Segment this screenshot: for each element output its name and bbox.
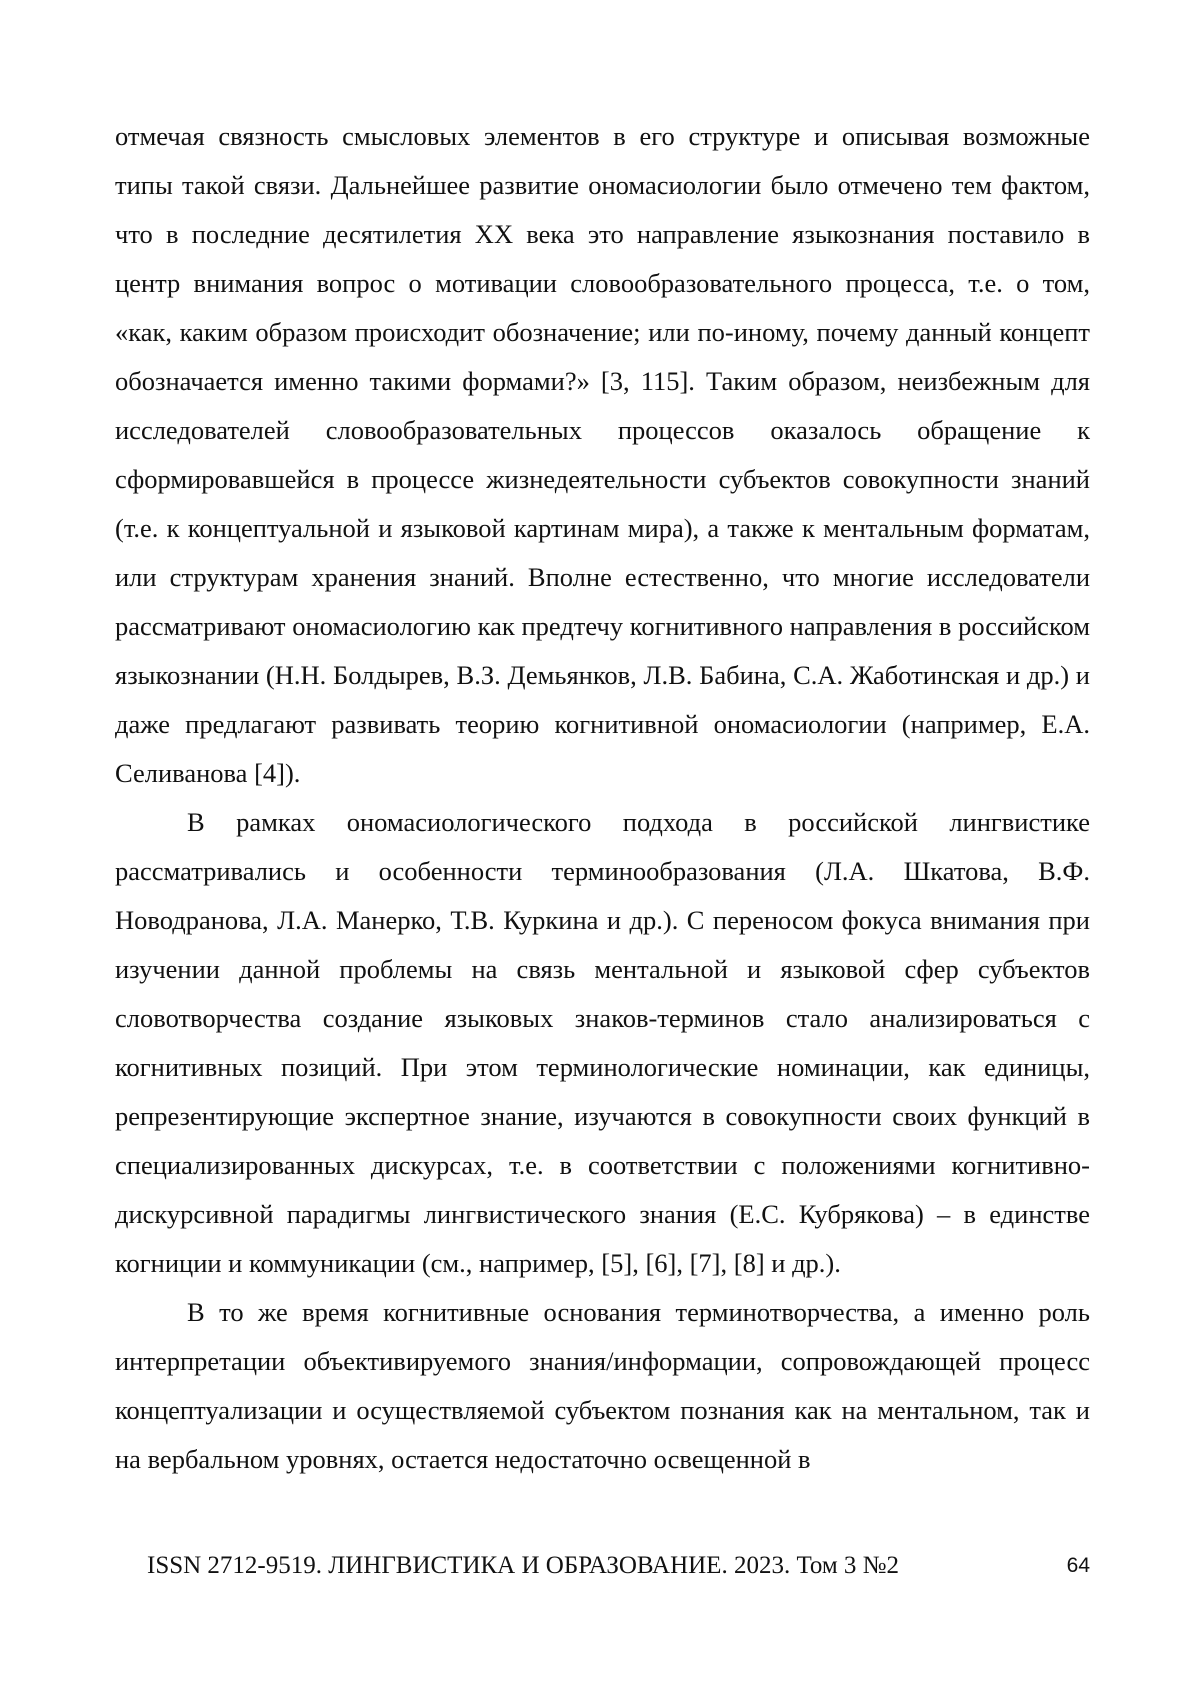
page-number: 64 (1067, 1554, 1090, 1578)
paragraph-cognitive-foundations: В то же время когнитивные основания терминотворчества, а именно роль интерпретации объективируемого знания/информации, сопровождающей процесс концептуализации и осуществляемой субъектом познания как на ментальном, так и на вербальном уровнях, остается недостаточно освещенной в (115, 1288, 1090, 1484)
paragraph-continuation: отмечая связность смысловых элементов в его структуре и описывая возможные типы такой связи. Дальнейшее развитие ономасиологии было отмечено тем фактом, что в последние десятилетия XX века это направление языкознания поставило в центр внимания вопрос о мотивации словообразовательного процесса, т.е. о том, «как, каким образом происходит обозначение; или по-иному, почему данный концепт обозначается именно такими формами?» [3, 115]. Таким образом, неизбежным для исследователей словообразовательных процессов оказалось обращение к сформировавшейся в процессе жизнедеятельности субъектов совокупности знаний (т.е. к концептуальной и языковой картинам мира), а также к ментальным форматам, или структурам хранения знаний. Вполне естественно, что многие исследователи рассматривают ономасиологию как предтечу когнитивного направления в российском языкознании (Н.Н. Болдырев, В.З. Демьянков, Л.В. Бабина, С.А. Жаботинская и др.) и даже предлагают развивать теорию когнитивной ономасиологии (например, Е.А. Селиванова [4]). (115, 112, 1090, 798)
document-page (0, 0, 1200, 1697)
journal-citation: ISSN 2712-9519. ЛИНГВИСТИКА И ОБРАЗОВАНИЕ. 2023. Том 3 №2 (147, 1552, 899, 1580)
paragraph-terminology: В рамках ономасиологического подхода в российской лингвистике рассматривались и особенности терминообразования (Л.А. Шкатова, В.Ф. Новодранова, Л.А. Манерко, Т.В. Куркина и др.). С переносом фокуса внимания при изучении данной проблемы на связь ментальной и языковой сфер субъектов словотворчества создание языковых знаков-терминов стало анализироваться с когнитивных позиций. При этом терминологические номинации, как единицы, репрезентирующие экспертное знание, изучаются в совокупности своих функций в специализированных дискурсах, т.е. в соответствии с положениями когнитивно-дискурсивной парадигмы лингвистического знания (Е.С. Кубрякова) – в единстве когниции и коммуникации (см., например, [5], [6], [7], [8] и др.). (115, 798, 1090, 1288)
page-footer (0, 1552, 1200, 1592)
article-body (115, 112, 1090, 1484)
